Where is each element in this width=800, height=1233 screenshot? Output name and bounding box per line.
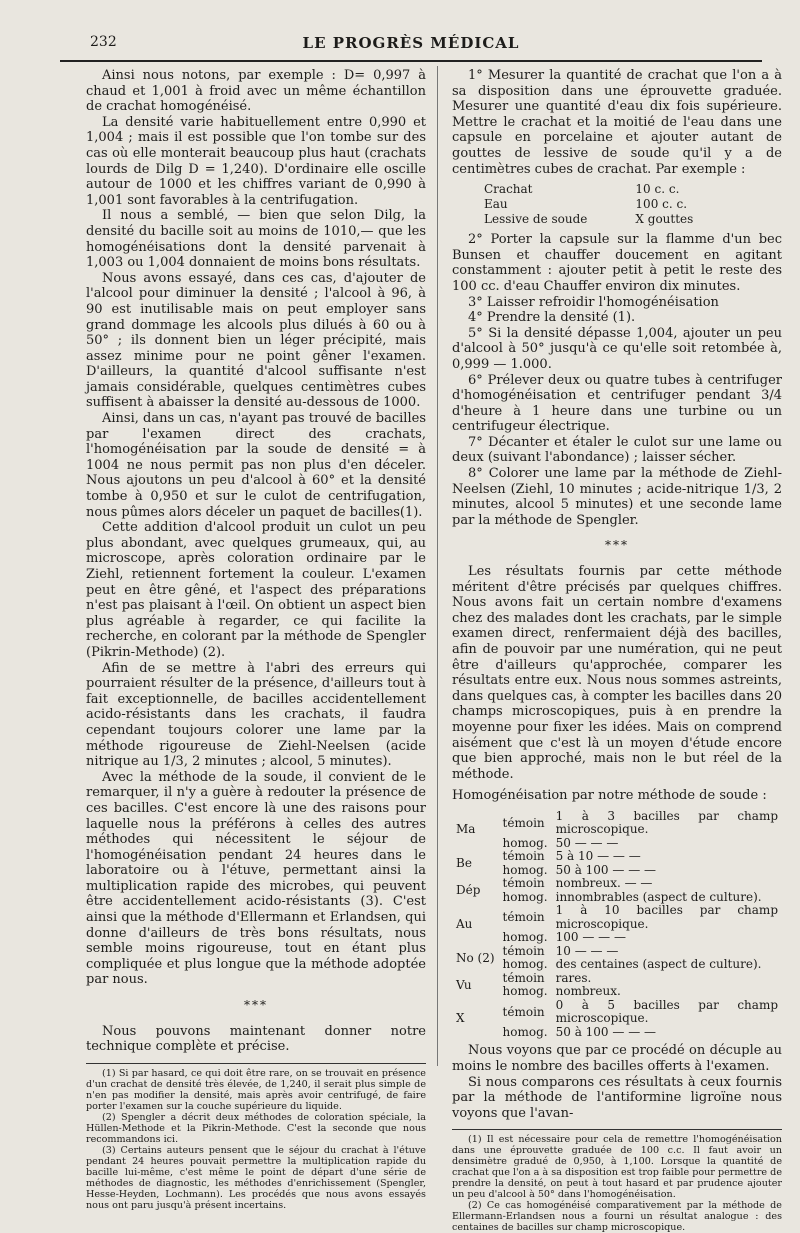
page-number: 232 [90, 34, 117, 50]
step: 1° Mesurer la quantité de crachat que l'on a à sa disposition dans une éprouvette graduée. Mesurer une quantité d'eau dix fois supérieure. Mettre le crachat et la moitié de l'eau dans une capsule en porcelaine et ajouter autant de gouttes de lessive de soude qu'il y a de centimètres cubes de crachat. Par exemple : [452, 68, 782, 177]
bacilli-count: nombreux. [555, 984, 621, 999]
paragraph: Il nous a semblé, — bien que selon Dilg, la densité du bacille soit au moins de 1010,— que les homogénéisations dont la densité parvenait à 1,003 ou 1,004 donnaient de moins bons résultats. [86, 208, 426, 271]
bacilli-count: 5 à 10 — — — [555, 849, 641, 864]
paragraph: Les résultats fournis par cette méthode méritent d'être précisés par quelques chiffres. Nous avons fait un certain nombre d'examens chez des malades dont les crachats, par le simple examen direct, renfermaient déjà des bacilles, afin de pouvoir par une numération, qui ne peut être d'ailleurs qu'approchée, comparer les résultats entre eux. Nous nous sommes astreints, dans quelques cas, à compter les bacilles dans 20 champs microscopiques, puis à en prendre la moyenne pour fixer les idées. Mais on comprend aisément que c'est là un moyen d'étude encore que bien approché, mais non le but réel de la méthode. [452, 564, 782, 782]
paragraph: Ainsi nous notons, par exemple : D= 0,997 à chaud et 1,001 à froid avec un même échantillon de crachat homogénéisé. [86, 68, 426, 115]
step: 8° Colorer une lame par la méthode de Ziehl-Neelsen (Ziehl, 10 minutes ; acide-nitrique 1/3, 2 minutes, alcool 5 minutes) et une seconde lame par la méthode de Spengler. [452, 466, 782, 528]
table-row [452, 810, 782, 837]
patient-label: Vu [456, 977, 472, 992]
patient-label: Be [456, 856, 472, 871]
paragraph: Cette addition d'alcool produit un culot un peu plus abondant, avec quelques grumeaux, qui, au microscope, après coloration ordinaire par le Ziehl, retiennent fortement la couleur. L'examen peut en être gêné, et l'aspect des préparations n'est pas plaisant à l'œil. On obtient un aspect bien plus agréable à regarder, ce qui facilite la recherche, en colorant par la méthode de Spengler (Pikrin-Methode) (2). [86, 520, 426, 660]
journal-title: LE PROGRÈS MÉDICAL [302, 34, 520, 52]
bacilli-count: 10 — — — [555, 943, 619, 958]
patient-label: Ma [456, 822, 476, 837]
sample-type: témoin [502, 943, 545, 958]
results-table [452, 810, 782, 1040]
recipe-table [482, 181, 701, 228]
table-row [452, 1026, 782, 1040]
footnotes [86, 1068, 426, 1211]
paragraph: Afin de se mettre à l'abri des erreurs qui pourraient résulter de la présence, d'ailleurs tout à fait exceptionnelle, de bacilles accidentellement acido-résistants dans les crachats, il faudra cependant toujours colorer une lame par la méthode rigoureuse de Ziehl-Neelsen (acide nitrique au 1/3, 2 minutes ; alcool, 5 minutes). [86, 660, 426, 770]
table-row [452, 972, 782, 986]
patient-label: Au [456, 916, 473, 931]
paragraph: Ainsi, dans un cas, n'ayant pas trouvé de bacilles par l'examen direct des crachats, l'homogénéisation par la soude de densité = à 1004 ne nous permit pas non plus d'en déceler. Nous ajoutons un peu d'alcool à 60° et la densité tombe à 0,950 et sur le culot de centrifugation, nous pûmes alors déceler un paquet de bacilles(1). [86, 411, 426, 520]
section-stars: *** [605, 538, 629, 553]
step: 4° Prendre la densité (1). [468, 310, 636, 326]
sample-type: homog. [502, 835, 548, 850]
sample-type: témoin [502, 815, 545, 830]
table-row [452, 877, 782, 891]
sample-type: homog. [502, 1024, 548, 1039]
table-row [452, 864, 782, 878]
bacilli-count: 50 à 100 — — — [555, 1024, 657, 1039]
sample-type: homog. [502, 930, 548, 945]
table-row [452, 850, 782, 864]
table-row [452, 958, 782, 972]
paragraph: Avec la méthode de la soude, il convient de le remarquer, il n'y a guère à redouter la présence de ces bacilles. C'est encore là une des raisons pour laquelle nous la préférons à celles des autres méthodes qui nécessitent le séjour de l'homogénéisation pendant 24 heures dans le laboratoire ou à l'étuve, permettant ainsi la multiplication rapide des microbes, qui peuvent être accidentellement acido-résistants (3). C'est ainsi que la méthode d'Ellermann et Erlandsen, qui donne d'ailleurs de très bons résultats, nous semble moins rigoureuse, tout en étant plus compliquée et plus longue que la méthode adoptée par nous. [86, 769, 426, 988]
bacilli-count: 50 à 100 — — — [555, 862, 657, 877]
sample-type: témoin [502, 910, 545, 925]
footnote-rule [86, 1063, 426, 1064]
bacilli-count: 1 à 10 bacilles par champ microscopique. [555, 903, 778, 931]
table-row [452, 945, 782, 959]
table-row [452, 904, 782, 931]
footnotes [452, 1134, 782, 1233]
table-row [452, 891, 782, 905]
step: 6° Prélever deux ou quatre tubes à centrifuger d'homogénéisation et centrifuger pendant 3/4 d'heure à 1 heure dans une turbine ou un centrifugeur électrique. [452, 372, 782, 435]
paragraph: Si nous comparons ces résultats à ceux fournis par la méthode de l'antiformine ligroïne nous voyons que l'avan- [452, 1074, 782, 1121]
patient-label: No (2) [456, 950, 495, 965]
table-row [452, 837, 782, 851]
table-row [452, 931, 782, 945]
sample-type: témoin [502, 970, 545, 985]
bacilli-count: 50 — — — [555, 835, 619, 850]
step: 3° Laisser refroidir l'homogénéisation [468, 294, 719, 310]
step: 2° Porter la capsule sur la flamme d'un bec Bunsen et chauffer doucement en agitant constamment : ajouter petit à petit le reste des 100 cc. d'eau Chauffer environ dix minutes. [452, 232, 782, 294]
patient-label: Dép [456, 883, 481, 898]
step: 7° Décanter et étaler le culot sur une lame ou deux (suivant l'abondance) ; laisser sécher. [452, 434, 782, 466]
bacilli-count: 100 — — — [555, 930, 626, 945]
footnote: (2) Ce cas homogénéisé comparativement par la méthode de Ellermann-Erlandsen nous a fourni un résultat analogue : des centaines de bacilles sur champ microscopique. [452, 1200, 782, 1233]
sample-type: témoin [502, 849, 545, 864]
footnote: (2) Spengler a décrit deux méthodes de coloration spéciale, la Hüllen-Methode et la Pikrin-Methode. C'est la seconde que nous recommandons ici. [86, 1111, 426, 1145]
header-rule [60, 60, 762, 62]
right-column [452, 68, 782, 1233]
section-stars: *** [244, 998, 268, 1013]
patient-label: X [456, 1011, 465, 1026]
column-divider [437, 66, 438, 1066]
paragraph: Nous pouvons maintenant donner notre technique complète et précise. [86, 1023, 426, 1055]
bacilli-count: 1 à 3 bacilles par champ microscopique. [555, 808, 778, 837]
bacilli-count: 0 à 5 bacilles par champ microscopique. [555, 997, 778, 1026]
recipe-row: Eau 100 c. c. [484, 197, 688, 212]
sample-type: homog. [502, 889, 548, 904]
footnote: (3) Certains auteurs pensent que le séjour du crachat à l'étuve pendant 24 heures pouvait permettre la multiplication rapide du bacille lui-même, c'est même le point de départ d'une série de méthodes de diagnostic, les méthodes d'enrichissement (Spengler, Hesse-Heyden, Lochmann). Les procédés que nous avons essayés nous ont paru jusqu'à présent incertains. [86, 1144, 426, 1211]
bacilli-count: nombreux. — — [555, 876, 653, 891]
step: 5° Si la densité dépasse 1,004, ajouter un peu d'alcool à 50° jusqu'à ce qu'elle soit retombée à, 0,999 — 1.000. [452, 325, 782, 372]
bacilli-count: des centaines (aspect de culture). [555, 957, 762, 972]
left-column [86, 68, 426, 1211]
paragraph: Nous avons essayé, dans ces cas, d'ajouter de l'alcool pour diminuer la densité ; l'alcool à 96, à 90 est inutilisable mais on peut employer sans grand dommage les alcools plus dilués à 60 ou à 50° ; ils donnent bien un léger précipité, mais assez minime pour ne point gêner l'examen. D'ailleurs, la quantité d'alcool suffisante n'est jamais considérable, quelques centimètres cubes suffisent à abaisser la densité au-dessous de 1000. [86, 270, 426, 411]
bacilli-count: rares. [555, 970, 592, 985]
recipe-row: Crachat 10 c. c. [484, 182, 680, 197]
paragraph: La densité varie habituellement entre 0,990 et 1,004 ; mais il est possible que l'on tombe sur des cas où elle monterait beaucoup plus haut (crachats lourds de Dilg D = 1,240). D'ordinaire elle oscille autour de 1000 et les chiffres variant de 0,990 à 1,001 sont favorables à la centrifugation. [86, 114, 426, 208]
sample-type: témoin [502, 1004, 545, 1019]
paragraph: Nous voyons que par ce procédé on décuple au moins le nombre des bacilles offerts à l'examen. [452, 1043, 782, 1075]
table-row [452, 999, 782, 1026]
sample-type: homog. [502, 862, 548, 877]
footnote-rule [452, 1129, 782, 1130]
sample-type: homog. [502, 984, 548, 999]
sample-type: homog. [502, 957, 548, 972]
page-header [60, 28, 762, 54]
footnote: (1) Si par hasard, ce qui doit être rare, on se trouvait en présence d'un crachat de densité très élevée, de 1,240, il serait plus simple de n'en pas modifier la densité, mais après avoir centrifugé, de faire porter l'examen sur la couche supérieure du liquide. [86, 1067, 426, 1112]
table-heading: Homogénéisation par notre méthode de soude : [452, 788, 767, 804]
recipe-row: Lessive de soude X gouttes [484, 212, 694, 227]
sample-type: témoin [502, 876, 545, 891]
bacilli-count: innombrables (aspect de culture). [555, 889, 762, 904]
footnote: (1) Il est nécessaire pour cela de remettre l'homogénéisation dans une éprouvette graduée de 100 c.c. Il faut avoir un densimètre gradué de 0,950, à 1,100. Lorsque la quantité de crachat que l'on a à sa disposition est trop faible pour permettre de prendre la densité, on peut à tout hasard et par prudence ajouter un peu d'alcool à 50° dans l'homogénéisation. [452, 1134, 782, 1201]
table-row [452, 985, 782, 999]
